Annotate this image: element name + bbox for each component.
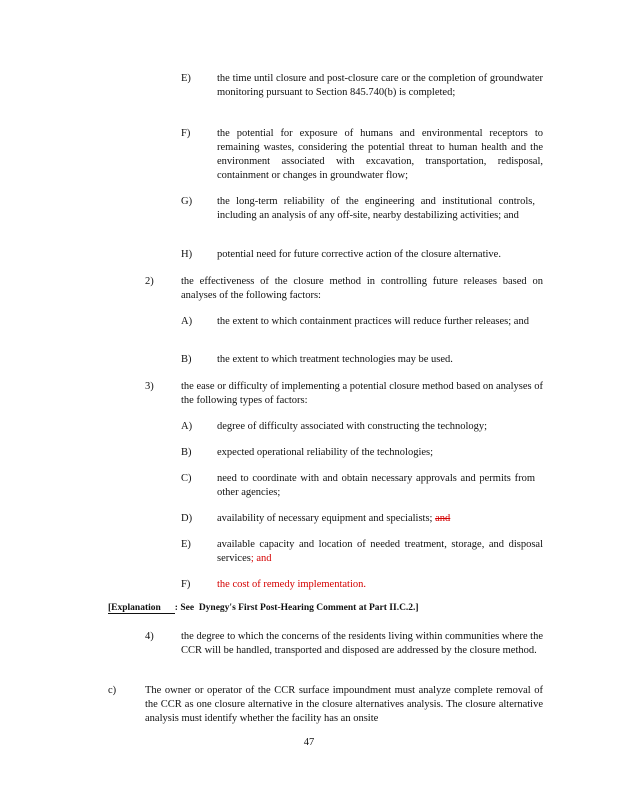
- explanation-see: : See: [174, 603, 195, 613]
- item-label: B): [181, 447, 192, 458]
- item-text-body: availability of necessary equipment and specialists;: [217, 513, 433, 524]
- item-text: the effectiveness of the closure method in controlling future releases based on analyses of the following factors:: [181, 276, 543, 301]
- item-text: potential need for future corrective action of the closure alternative.: [217, 249, 501, 260]
- item-text: the ease or difficulty of implementing a potential closure method based on analyses of the following types of factors:: [181, 381, 543, 406]
- item-label: A): [181, 421, 193, 432]
- item-label: G): [181, 196, 193, 207]
- item-text: [217, 538, 543, 566]
- item-label: A): [181, 316, 193, 327]
- item-label: C): [181, 473, 192, 484]
- item-text: the potential for exposure of humans and environmental receptors to remaining wastes, considering the potential threat to human health and the environment associated with excavation, transportation, redisposal, containment or changes in groundwater flow;: [217, 128, 543, 181]
- item-label: D): [181, 513, 193, 524]
- item-text-body: available capacity and location of needed treatment, storage, and disposal services: [217, 539, 543, 564]
- item-label: 3): [145, 381, 154, 392]
- explanation-prefix: [Explanation: [108, 603, 175, 614]
- item-label: 4): [145, 631, 154, 642]
- item-text: degree of difficulty associated with constructing the technology;: [217, 421, 488, 432]
- explanation-rest: Dynegy's First Post-Hearing Comment at Part II.C.2.]: [198, 603, 419, 613]
- item-text: the time until closure and post-closure care or the completion of groundwater monitoring pursuant to Section 845.740(b) is completed;: [217, 73, 543, 98]
- item-label: F): [181, 128, 191, 139]
- inserted-text: the cost of remedy implementation.: [217, 579, 366, 590]
- item-text: [217, 512, 543, 526]
- item-text: expected operational reliability of the technologies;: [217, 447, 434, 458]
- item-label: B): [181, 354, 192, 365]
- page-number: 47: [303, 737, 315, 748]
- item-label: c): [108, 685, 117, 696]
- item-label: 2): [145, 276, 154, 287]
- item-text: the extent to which treatment technologies may be used.: [217, 354, 453, 365]
- item-text: the degree to which the concerns of the residents living within communities where the CCR will be handled, transported and disposed are addressed by the closure method.: [181, 631, 543, 656]
- item-text: The owner or operator of the CCR surface impoundment must analyze complete removal of the CCR as one closure alternative in the closure alternatives analysis. The closure alternative analysis must identify whether the facility has an onsite: [145, 685, 543, 724]
- item-text: the long-term reliability of the engineering and institutional controls, including an analysis of any off-site, nearby destabilizing activities; and: [217, 196, 535, 221]
- item-label: H): [181, 249, 193, 260]
- inserted-text: ; and: [250, 553, 272, 564]
- item-label: F): [181, 579, 191, 590]
- item-text: the extent to which containment practices will reduce further releases; and: [217, 316, 529, 327]
- item-label: E): [181, 73, 191, 84]
- deleted-text: and: [435, 513, 451, 524]
- item-text: need to coordinate with and obtain necessary approvals and permits from other agencies;: [217, 473, 535, 498]
- item-label: E): [181, 539, 191, 550]
- explanation-note: [108, 603, 419, 614]
